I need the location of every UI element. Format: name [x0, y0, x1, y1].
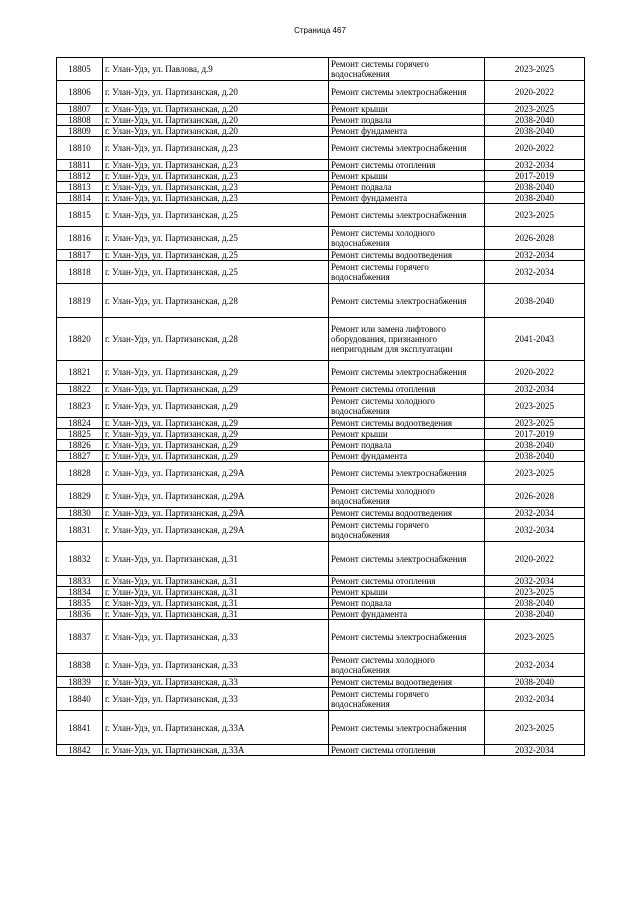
row-number: 18839 [57, 677, 103, 688]
table-row [57, 576, 585, 587]
table-row [57, 81, 585, 104]
row-period: 2038-2040 [485, 126, 585, 137]
table-row [57, 485, 585, 508]
table-row [57, 711, 585, 745]
row-address: г. Улан-Удэ, ул. Партизанская, д.31 [103, 609, 329, 620]
row-work-type: Ремонт системы водоотведения [329, 508, 485, 519]
row-work-type: Ремонт системы отопления [329, 160, 485, 171]
row-address: г. Улан-Удэ, ул. Партизанская, д.20 [103, 115, 329, 126]
row-period: 2026-2028 [485, 227, 585, 250]
row-period: 2032-2034 [485, 654, 585, 677]
row-address: г. Улан-Удэ, ул. Партизанская, д.23 [103, 193, 329, 204]
row-address: г. Улан-Удэ, ул. Партизанская, д.31 [103, 587, 329, 598]
row-address: г. Улан-Удэ, ул. Партизанская, д.33 [103, 688, 329, 711]
row-number: 18812 [57, 171, 103, 182]
table-row [57, 587, 585, 598]
row-period: 2032-2034 [485, 261, 585, 284]
row-number: 18823 [57, 395, 103, 418]
row-period: 2023-2025 [485, 204, 585, 227]
row-work-type: Ремонт системы холодного водоснабжения [329, 654, 485, 677]
table-row [57, 418, 585, 429]
row-number: 18835 [57, 598, 103, 609]
row-period: 2020-2022 [485, 361, 585, 384]
row-address: г. Улан-Удэ, ул. Партизанская, д.20 [103, 126, 329, 137]
table-row [57, 193, 585, 204]
row-number: 18810 [57, 137, 103, 160]
row-address: г. Улан-Удэ, ул. Партизанская, д.20 [103, 104, 329, 115]
row-work-type: Ремонт системы электроснабжения [329, 542, 485, 576]
row-period: 2023-2025 [485, 58, 585, 81]
row-number: 18825 [57, 429, 103, 440]
row-address: г. Улан-Удэ, ул. Партизанская, д.29 [103, 440, 329, 451]
row-number: 18815 [57, 204, 103, 227]
row-work-type: Ремонт фундамента [329, 451, 485, 462]
row-period: 2023-2025 [485, 620, 585, 654]
row-number: 18821 [57, 361, 103, 384]
row-number: 18809 [57, 126, 103, 137]
table-row [57, 462, 585, 485]
row-work-type: Ремонт системы водоотведения [329, 418, 485, 429]
row-period: 2023-2025 [485, 104, 585, 115]
row-address: г. Улан-Удэ, ул. Партизанская, д.23 [103, 171, 329, 182]
row-work-type: Ремонт системы горячего водоснабжения [329, 58, 485, 81]
row-number: 18816 [57, 227, 103, 250]
row-address: г. Улан-Удэ, ул. Партизанская, д.23 [103, 160, 329, 171]
row-number: 18822 [57, 384, 103, 395]
row-address: г. Улан-Удэ, ул. Партизанская, д.29 [103, 395, 329, 418]
row-number: 18836 [57, 609, 103, 620]
row-work-type: Ремонт системы электроснабжения [329, 711, 485, 745]
row-address: г. Улан-Удэ, ул. Партизанская, д.33А [103, 711, 329, 745]
table-row [57, 58, 585, 81]
row-work-type: Ремонт системы горячего водоснабжения [329, 519, 485, 542]
row-work-type: Ремонт подвала [329, 598, 485, 609]
row-work-type: Ремонт системы электроснабжения [329, 462, 485, 485]
row-address: г. Улан-Удэ, ул. Партизанская, д.28 [103, 318, 329, 361]
row-address: г. Улан-Удэ, ул. Партизанская, д.31 [103, 598, 329, 609]
row-number: 18834 [57, 587, 103, 598]
row-number: 18829 [57, 485, 103, 508]
row-period: 2017-2019 [485, 429, 585, 440]
row-number: 18824 [57, 418, 103, 429]
row-number: 18837 [57, 620, 103, 654]
row-address: г. Улан-Удэ, ул. Партизанская, д.29А [103, 508, 329, 519]
row-period: 2023-2025 [485, 418, 585, 429]
table-row [57, 395, 585, 418]
table-row [57, 126, 585, 137]
row-address: г. Улан-Удэ, ул. Партизанская, д.23 [103, 182, 329, 193]
row-work-type: Ремонт системы электроснабжения [329, 620, 485, 654]
table-row [57, 451, 585, 462]
table-row [57, 115, 585, 126]
row-number: 18828 [57, 462, 103, 485]
row-work-type: Ремонт системы электроснабжения [329, 284, 485, 318]
row-address: г. Улан-Удэ, ул. Партизанская, д.29 [103, 361, 329, 384]
row-work-type: Ремонт подвала [329, 115, 485, 126]
row-period: 2038-2040 [485, 440, 585, 451]
table-row [57, 688, 585, 711]
row-address: г. Улан-Удэ, ул. Партизанская, д.29 [103, 451, 329, 462]
row-period: 2038-2040 [485, 284, 585, 318]
row-work-type: Ремонт системы водоотведения [329, 250, 485, 261]
row-work-type: Ремонт системы отопления [329, 576, 485, 587]
row-address: г. Улан-Удэ, ул. Павлова, д.9 [103, 58, 329, 81]
row-work-type: Ремонт системы водоотведения [329, 677, 485, 688]
row-period: 2017-2019 [485, 171, 585, 182]
table-row [57, 519, 585, 542]
table-row [57, 182, 585, 193]
row-period: 2041-2043 [485, 318, 585, 361]
row-number: 18841 [57, 711, 103, 745]
row-address: г. Улан-Удэ, ул. Партизанская, д.31 [103, 542, 329, 576]
row-number: 18818 [57, 261, 103, 284]
table-row [57, 250, 585, 261]
table-row [57, 620, 585, 654]
table-row [57, 261, 585, 284]
row-work-type: Ремонт крыши [329, 587, 485, 598]
row-number: 18808 [57, 115, 103, 126]
row-number: 18832 [57, 542, 103, 576]
row-number: 18827 [57, 451, 103, 462]
table-row [57, 104, 585, 115]
table-row [57, 508, 585, 519]
table-row [57, 384, 585, 395]
table-row [57, 609, 585, 620]
row-number: 18831 [57, 519, 103, 542]
row-address: г. Улан-Удэ, ул. Партизанская, д.31 [103, 576, 329, 587]
row-work-type: Ремонт системы электроснабжения [329, 137, 485, 160]
row-work-type: Ремонт подвала [329, 440, 485, 451]
row-number: 18813 [57, 182, 103, 193]
row-address: г. Улан-Удэ, ул. Партизанская, д.28 [103, 284, 329, 318]
row-address: г. Улан-Удэ, ул. Партизанская, д.25 [103, 261, 329, 284]
row-work-type: Ремонт системы отопления [329, 745, 485, 756]
row-period: 2038-2040 [485, 451, 585, 462]
row-address: г. Улан-Удэ, ул. Партизанская, д.29 [103, 384, 329, 395]
row-address: г. Улан-Удэ, ул. Партизанская, д.33 [103, 677, 329, 688]
row-period: 2020-2022 [485, 81, 585, 104]
row-address: г. Улан-Удэ, ул. Партизанская, д.29 [103, 418, 329, 429]
table-row [57, 284, 585, 318]
row-period: 2023-2025 [485, 462, 585, 485]
table-row [57, 429, 585, 440]
row-number: 18805 [57, 58, 103, 81]
row-number: 18842 [57, 745, 103, 756]
row-address: г. Улан-Удэ, ул. Партизанская, д.23 [103, 137, 329, 160]
row-period: 2032-2034 [485, 745, 585, 756]
row-work-type: Ремонт подвала [329, 182, 485, 193]
table-row [57, 745, 585, 756]
row-work-type: Ремонт системы электроснабжения [329, 204, 485, 227]
table-row [57, 542, 585, 576]
row-address: г. Улан-Удэ, ул. Партизанская, д.25 [103, 204, 329, 227]
row-period: 2038-2040 [485, 609, 585, 620]
row-work-type: Ремонт фундамента [329, 126, 485, 137]
row-period: 2020-2022 [485, 542, 585, 576]
row-number: 18820 [57, 318, 103, 361]
row-period: 2023-2025 [485, 587, 585, 598]
row-work-type: Ремонт системы горячего водоснабжения [329, 688, 485, 711]
row-work-type: Ремонт системы горячего водоснабжения [329, 261, 485, 284]
row-period: 2023-2025 [485, 711, 585, 745]
row-work-type: Ремонт системы холодного водоснабжения [329, 227, 485, 250]
row-work-type: Ремонт системы электроснабжения [329, 81, 485, 104]
row-address: г. Улан-Удэ, ул. Партизанская, д.20 [103, 81, 329, 104]
table-row [57, 598, 585, 609]
row-period: 2038-2040 [485, 182, 585, 193]
row-work-type: Ремонт или замена лифтового оборудования, признанного непригодным для эксплуатации [329, 318, 485, 361]
table-row [57, 677, 585, 688]
row-number: 18807 [57, 104, 103, 115]
row-work-type: Ремонт системы отопления [329, 384, 485, 395]
row-period: 2032-2034 [485, 576, 585, 587]
row-period: 2020-2022 [485, 137, 585, 160]
row-number: 18833 [57, 576, 103, 587]
table-body [57, 58, 585, 756]
row-number: 18817 [57, 250, 103, 261]
row-number: 18838 [57, 654, 103, 677]
row-period: 2038-2040 [485, 677, 585, 688]
row-address: г. Улан-Удэ, ул. Партизанская, д.33 [103, 620, 329, 654]
table-row [57, 440, 585, 451]
table-row [57, 654, 585, 677]
table-row [57, 227, 585, 250]
row-number: 18826 [57, 440, 103, 451]
row-number: 18814 [57, 193, 103, 204]
row-number: 18830 [57, 508, 103, 519]
table-row [57, 361, 585, 384]
row-period: 2023-2025 [485, 395, 585, 418]
row-work-type: Ремонт фундамента [329, 193, 485, 204]
row-work-type: Ремонт системы холодного водоснабжения [329, 395, 485, 418]
row-address: г. Улан-Удэ, ул. Партизанская, д.29А [103, 519, 329, 542]
row-address: г. Улан-Удэ, ул. Партизанская, д.29А [103, 462, 329, 485]
table-row [57, 171, 585, 182]
row-number: 18840 [57, 688, 103, 711]
row-address: г. Улан-Удэ, ул. Партизанская, д.25 [103, 250, 329, 261]
row-period: 2026-2028 [485, 485, 585, 508]
table-row [57, 137, 585, 160]
row-work-type: Ремонт крыши [329, 429, 485, 440]
row-number: 18811 [57, 160, 103, 171]
row-number: 18806 [57, 81, 103, 104]
row-work-type: Ремонт крыши [329, 104, 485, 115]
row-address: г. Улан-Удэ, ул. Партизанская, д.29А [103, 485, 329, 508]
repair-schedule-table [56, 57, 585, 756]
row-number: 18819 [57, 284, 103, 318]
row-period: 2038-2040 [485, 598, 585, 609]
table-row [57, 204, 585, 227]
row-period: 2032-2034 [485, 508, 585, 519]
row-period: 2032-2034 [485, 519, 585, 542]
row-address: г. Улан-Удэ, ул. Партизанская, д.33А [103, 745, 329, 756]
page-number: Страница 467 [294, 26, 346, 35]
row-period: 2032-2034 [485, 250, 585, 261]
table-row [57, 160, 585, 171]
row-period: 2032-2034 [485, 160, 585, 171]
row-work-type: Ремонт крыши [329, 171, 485, 182]
row-address: г. Улан-Удэ, ул. Партизанская, д.25 [103, 227, 329, 250]
row-work-type: Ремонт системы холодного водоснабжения [329, 485, 485, 508]
row-period: 2032-2034 [485, 384, 585, 395]
row-address: г. Улан-Удэ, ул. Партизанская, д.29 [103, 429, 329, 440]
table-row [57, 318, 585, 361]
row-work-type: Ремонт фундамента [329, 609, 485, 620]
row-period: 2038-2040 [485, 115, 585, 126]
row-address: г. Улан-Удэ, ул. Партизанская, д.33 [103, 654, 329, 677]
row-period: 2038-2040 [485, 193, 585, 204]
row-period: 2032-2034 [485, 688, 585, 711]
row-work-type: Ремонт системы электроснабжения [329, 361, 485, 384]
